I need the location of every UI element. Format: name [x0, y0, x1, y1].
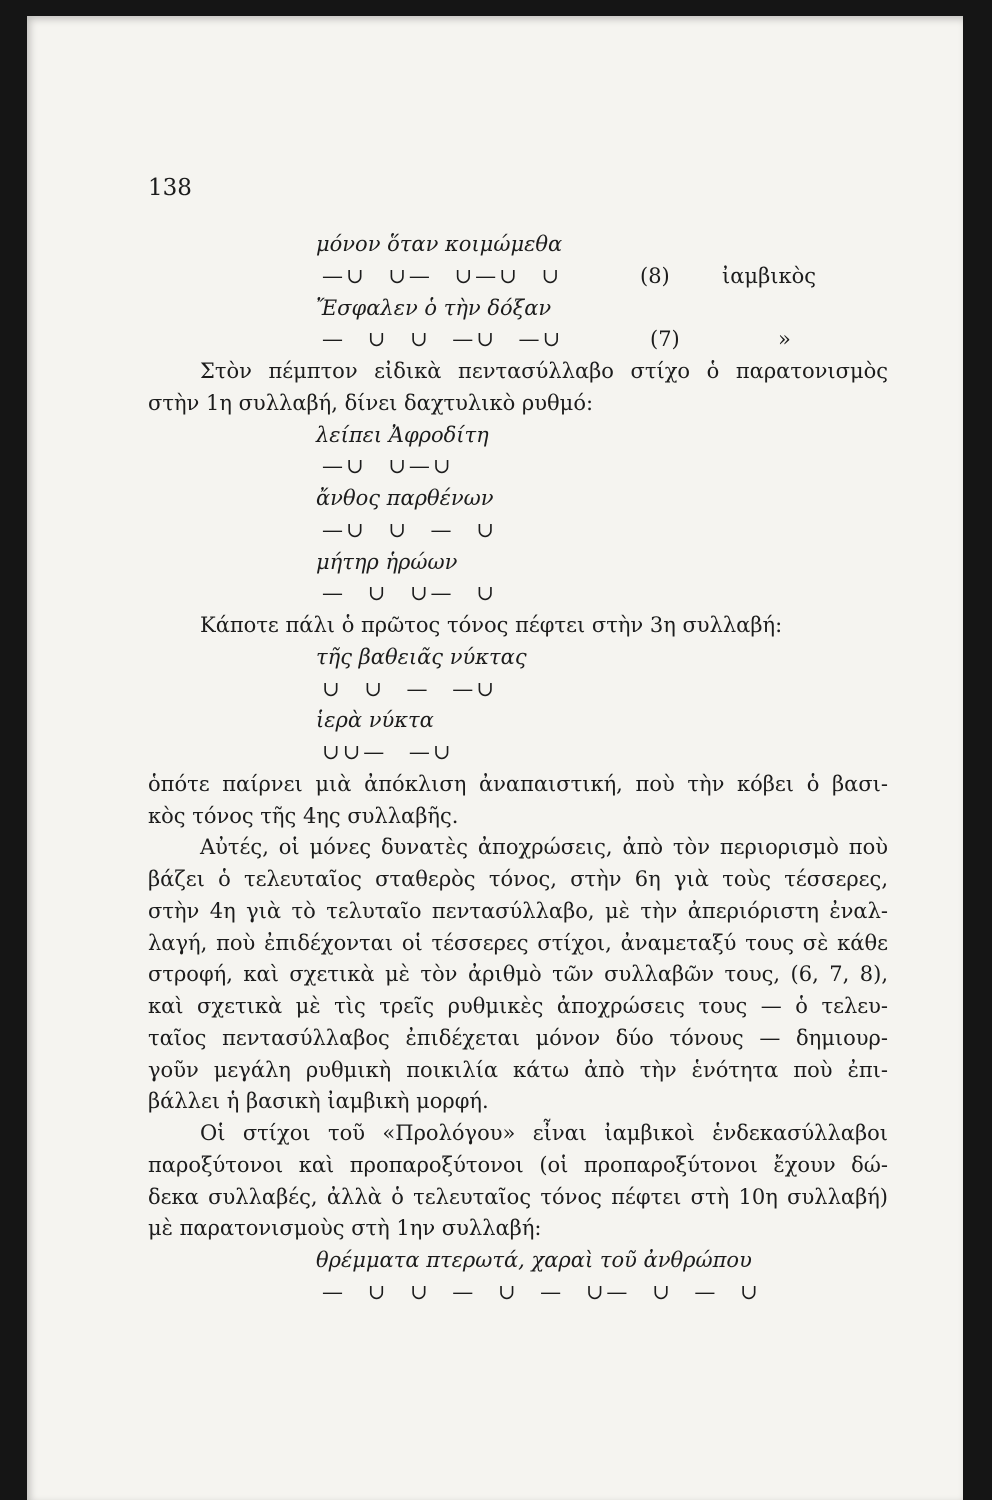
text-line: δεκα συλλαβές, ἀλλὰ ὁ τελευταῖος τόνος πέφτει στὴ 10η συλλαβή)	[148, 1184, 888, 1209]
syllable-count: (8)	[640, 263, 670, 288]
text-line: ὁπότε παίρνει μιὰ ἀπόκλιση ἀναπαιστική, ποὺ τὴν κόβει ὁ βασι-	[148, 771, 888, 796]
text-line: στὴν 1η συλλαβή, δίνει δαχτυλικὸ ρυθμό:	[148, 390, 594, 415]
metre-row	[148, 737, 888, 769]
metre-notation: — ∪ ∪ — ∪ — ∪— ∪ — ∪	[322, 1279, 761, 1304]
verse-line: ἄνθος παρθένων	[316, 486, 494, 510]
text-line: μὲ παρατονισμοὺς στὴ 1ην συλλαβή:	[148, 1216, 542, 1241]
metre-notation: ∪ ∪ — —∪	[322, 676, 497, 701]
text-line: γοῦν μεγάλη ρυθμικὴ ποικιλία κάτω ἀπὸ τὴν ἑνότητα ποὺ ἐπι-	[148, 1057, 888, 1082]
metre-row	[148, 324, 888, 356]
text-line: Κάποτε πάλι ὁ πρῶτος τόνος πέφτει στὴν 3η συλλαβή:	[200, 613, 783, 637]
text-line: Στὸν πέμπτον εἰδικὰ πεντασύλλαβο στίχο ὁ παρατονισμὸς	[200, 359, 888, 383]
metre-notation: —∪ ∪ — ∪	[322, 517, 497, 542]
metre-notation: —∪ ∪—∪	[322, 454, 454, 479]
verse-line: μήτηρ ἡρώων	[316, 549, 458, 574]
book-page	[27, 16, 963, 1500]
page-number: 138	[148, 175, 192, 201]
metre-row	[148, 578, 888, 610]
text-line: βάζει ὁ τελευταῖος σταθερὸς τόνος, στὴν 6η γιὰ τοὺς τέσσερες,	[148, 867, 888, 891]
metre-row	[148, 515, 888, 547]
text-line: Οἱ στίχοι τοῦ «Προλόγου» εἶναι ἰαμβικοὶ ἑνδεκασύλλαβοι	[200, 1121, 888, 1145]
metre-notation: ∪∪— —∪	[322, 740, 454, 764]
text-line: καὶ σχετικὰ μὲ τὶς τρεῖς ρυθμικὲς ἀποχρώσεις τους — ὁ τελευ-	[148, 994, 888, 1018]
text-line: στὴν 4η γιὰ τὸ τελυταῖο πεντασύλλαβο, μὲ τὴν ἀπεριόριστη ἐναλ-	[148, 898, 888, 923]
verse-line: τῆς βαθειᾶς νύκτας	[316, 644, 527, 669]
metre-label: ἰαμβικὸς	[722, 263, 816, 288]
verse-line: μόνον ὅταν κοιμώμεθα	[316, 232, 563, 256]
metre-row	[148, 674, 888, 706]
metre-notation: — ∪ ∪— ∪	[322, 581, 497, 606]
verse-line: θρέμματα πτερωτά, χαραὶ τοῦ ἀνθρώπου	[316, 1248, 752, 1272]
metre-notation: —∪ ∪— ∪—∪ ∪	[322, 263, 563, 288]
text-block	[148, 229, 888, 1309]
verse-line: ἱερὰ νύκτα	[316, 708, 434, 733]
syllable-count: (7)	[650, 327, 680, 352]
text-line: παροξύτονοι καὶ προπαροξύτονοι (οἱ προπαροξύτονοι ἔχουν δώ-	[148, 1152, 888, 1177]
text-line: βάλλει ἡ βασικὴ ἰαμβικὴ μορφή.	[148, 1089, 489, 1114]
ditto-mark: »	[778, 327, 791, 352]
text-line: λαγή, ποὺ ἐπιδέχονται οἱ τέσσερες στίχοι, ἀναμεταξύ τους σὲ κάθε	[148, 930, 888, 955]
metre-row	[148, 261, 888, 293]
verse-line: λείπει Ἀφροδίτη	[316, 422, 489, 447]
text-line: ταῖος πεντασύλλαβος ἐπιδέχεται μόνον δύο τόνους — δημιουρ-	[148, 1025, 888, 1050]
metre-notation: — ∪ ∪ —∪ —∪	[322, 327, 564, 352]
metre-row	[148, 451, 888, 483]
text-line: κὸς τόνος τῆς 4ης συλλαβῆς.	[148, 803, 459, 828]
verse-line: Ἔσφαλεν ὁ τὴν δόξαν	[316, 295, 552, 320]
text-line: Αὐτές, οἱ μόνες δυνατὲς ἀποχρώσεις, ἀπὸ τὸν περιορισμὸ ποὺ	[200, 835, 888, 860]
metre-row	[148, 1277, 888, 1309]
text-line: στροφή, καὶ σχετικὰ μὲ τὸν ἀριθμὸ τῶν συλλαβῶν τους, (6, 7, 8),	[148, 962, 888, 987]
